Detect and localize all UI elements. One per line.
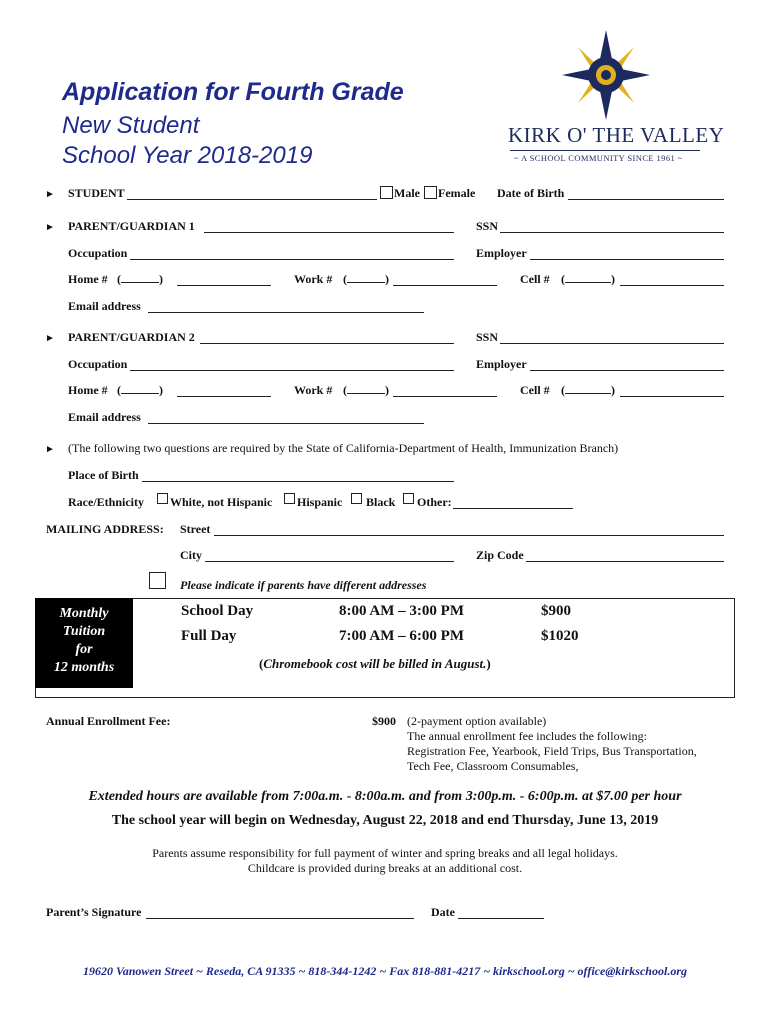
school-day-hours: 8:00 AM – 3:00 PM — [339, 603, 464, 619]
parent2-email-label: Email address — [68, 410, 141, 424]
parent2-cell-label: Cell # — [520, 383, 550, 397]
hispanic-checkbox[interactable] — [284, 493, 295, 504]
state-requirement-note: (The following two questions are required by the State of California-Department of Health, Immunization Branch) — [68, 441, 619, 455]
parent1-employer-field[interactable] — [530, 259, 724, 260]
parent2-label: PARENT/GUARDIAN 2 — [68, 330, 195, 344]
zip-field[interactable] — [526, 561, 724, 562]
enrollment-fee-amount: $900 — [372, 714, 396, 728]
race-ethnicity-label: Race/Ethnicity — [68, 495, 144, 509]
bullet-arrow: ► — [45, 444, 55, 455]
dob-label: Date of Birth — [497, 186, 565, 200]
bullet-arrow: ► — [45, 222, 55, 233]
different-address-checkbox[interactable] — [149, 572, 166, 589]
parent1-ssn-label: SSN — [476, 219, 499, 233]
logo-divider — [510, 150, 700, 151]
place-of-birth-field[interactable] — [142, 481, 454, 482]
school-year-dates: The school year will begin on Wednesday, August 22, 2018 and end Thursday, June 13, 2019 — [111, 813, 659, 828]
street-field[interactable] — [214, 535, 724, 536]
parent2-work-label: Work # — [294, 383, 333, 397]
parent1-occupation-label: Occupation — [68, 246, 128, 260]
parent1-work-area-code[interactable]: ( ) — [343, 272, 389, 286]
enrollment-items-2: Tech Fee, Classroom Consumables, — [407, 759, 579, 773]
parent-signature-label: Parent’s Signature — [46, 905, 142, 919]
other-checkbox[interactable] — [403, 493, 414, 504]
black-option-label: Black — [366, 495, 396, 509]
white-option-label: White, not Hispanic — [170, 495, 273, 509]
parent1-home-area-code[interactable]: ( ) — [117, 272, 163, 286]
parent1-name-field[interactable] — [204, 232, 454, 233]
full-day-price: $1020 — [541, 628, 579, 644]
parent1-work-field[interactable] — [393, 285, 497, 286]
bullet-arrow: ► — [45, 189, 55, 200]
full-day-label: Full Day — [181, 628, 237, 644]
signature-date-field[interactable] — [458, 918, 544, 919]
female-checkbox[interactable] — [424, 186, 437, 199]
parent2-work-field[interactable] — [393, 396, 497, 397]
parent1-home-label: Home # — [68, 272, 108, 286]
different-address-label: Please indicate if parents have different addresses — [180, 578, 427, 592]
enrollment-includes: The annual enrollment fee includes the following: — [407, 729, 647, 743]
parent1-cell-label: Cell # — [520, 272, 550, 286]
full-day-hours: 7:00 AM – 6:00 PM — [339, 628, 464, 644]
school-logo-compass-icon — [560, 30, 652, 120]
street-label: Street — [180, 522, 211, 536]
parent2-ssn-field[interactable] — [500, 343, 724, 344]
student-name-field[interactable] — [127, 199, 377, 200]
signature-date-label: Date — [431, 905, 455, 919]
childcare-note: Childcare is provided during breaks at an additional cost. — [247, 861, 523, 875]
parent1-cell-field[interactable] — [620, 285, 724, 286]
enrollment-payment-option: (2-payment option available) — [407, 714, 547, 728]
place-of-birth-label: Place of Birth — [68, 468, 139, 482]
male-label: Male — [394, 186, 420, 200]
dob-field[interactable] — [568, 199, 724, 200]
mailing-address-label: MAILING ADDRESS: — [46, 522, 164, 536]
city-label: City — [180, 548, 202, 562]
parent1-home-field[interactable] — [177, 285, 271, 286]
male-checkbox[interactable] — [380, 186, 393, 199]
parent2-home-field[interactable] — [177, 396, 271, 397]
parent2-email-field[interactable] — [148, 423, 424, 424]
parent2-work-area-code[interactable]: ( ) — [343, 383, 389, 397]
parent1-ssn-field[interactable] — [500, 232, 724, 233]
page-subtitle-new-student: New Student — [62, 112, 200, 139]
parent1-label: PARENT/GUARDIAN 1 — [68, 219, 195, 233]
page-title: Application for Fourth Grade — [62, 78, 404, 106]
parent1-work-label: Work # — [294, 272, 333, 286]
extended-hours-note: Extended hours are available from 7:00a.m. - 8:00a.m. and from 3:00p.m. - 6:00p.m. at $7.00 per hour — [88, 789, 682, 804]
enrollment-items-1: Registration Fee, Yearbook, Field Trips, Bus Transportation, — [407, 744, 697, 758]
parent2-occupation-label: Occupation — [68, 357, 128, 371]
city-field[interactable] — [205, 561, 454, 562]
tuition-title-line-2: Tuition — [62, 624, 106, 639]
parent1-employer-label: Employer — [476, 246, 527, 260]
parent2-cell-area-code[interactable]: ( ) — [561, 383, 615, 397]
parent2-ssn-label: SSN — [476, 330, 499, 344]
hispanic-option-label: Hispanic — [297, 495, 343, 509]
parent2-name-field[interactable] — [200, 343, 454, 344]
footer-contact: 19620 Vanowen Street ~ Reseda, CA 91335 ~ 818-344-1242 ~ Fax 818-881-4217 ~ kirkschool.org ~ office@kirkschool.org — [83, 964, 687, 978]
parent2-employer-label: Employer — [476, 357, 527, 371]
parent1-email-label: Email address — [68, 299, 141, 313]
black-checkbox[interactable] — [351, 493, 362, 504]
white-checkbox[interactable] — [157, 493, 168, 504]
parent2-cell-field[interactable] — [620, 396, 724, 397]
school-logo-name: KIRK O' THE VALLEY — [508, 123, 725, 147]
parent2-home-label: Home # — [68, 383, 108, 397]
school-logo-tagline: ~ A SCHOOL COMMUNITY SINCE 1961 ~ — [514, 153, 683, 163]
parent2-home-area-code[interactable]: ( ) — [117, 383, 163, 397]
page-subtitle-school-year: School Year 2018-2019 — [62, 142, 313, 169]
female-label: Female — [438, 186, 476, 200]
zip-label: Zip Code — [476, 548, 524, 562]
tuition-title-line-4: 12 months — [53, 660, 115, 675]
school-day-price: $900 — [541, 603, 571, 619]
parent1-email-field[interactable] — [148, 312, 424, 313]
bullet-arrow: ► — [45, 333, 55, 344]
parent2-occupation-field[interactable] — [130, 370, 454, 371]
parents-responsibility-note: Parents assume responsibility for full payment of winter and spring breaks and all legal holidays. — [152, 846, 618, 860]
other-option-label: Other: — [417, 495, 452, 509]
parent1-cell-area-code[interactable]: ( ) — [561, 272, 615, 286]
parent-signature-field[interactable] — [146, 918, 414, 919]
parent2-employer-field[interactable] — [530, 370, 724, 371]
tuition-title-line-3: for — [75, 642, 93, 657]
other-ethnicity-field[interactable] — [453, 508, 573, 509]
school-day-label: School Day — [181, 603, 254, 619]
student-label: STUDENT — [68, 186, 125, 200]
parent1-occupation-field[interactable] — [130, 259, 454, 260]
enrollment-fee-label: Annual Enrollment Fee: — [46, 714, 171, 728]
tuition-title-line-1: Monthly — [59, 606, 109, 621]
chromebook-note: (Chromebook cost will be billed in August.) — [259, 656, 491, 671]
